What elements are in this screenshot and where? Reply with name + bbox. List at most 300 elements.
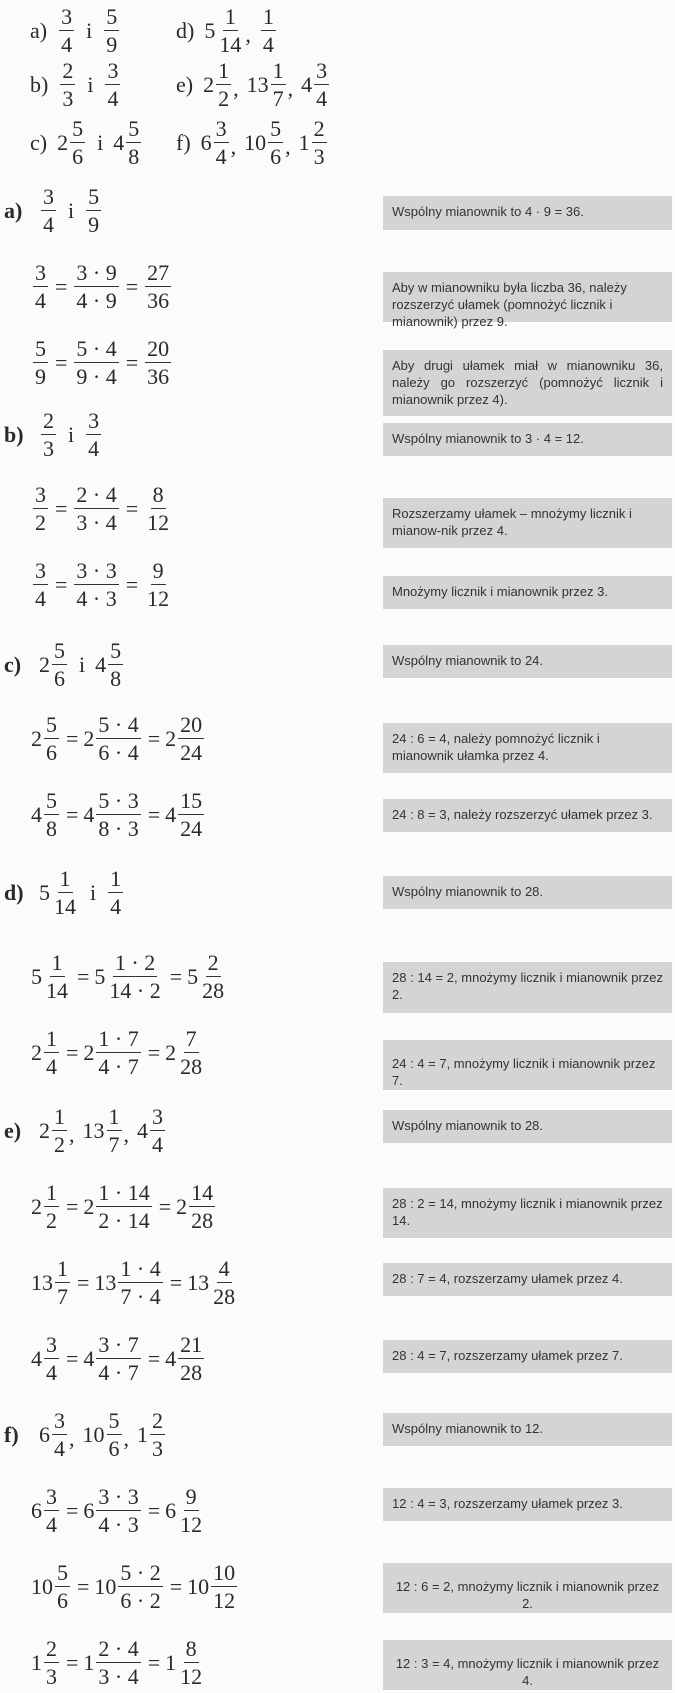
whole-part: 2 [165,726,177,751]
fraction [108,640,123,690]
equation [31,714,206,764]
denominator: 4 [61,32,73,57]
fraction [44,1182,59,1232]
explanation-box: Wspólny mianownik to 3 · 4 = 12. [383,423,672,456]
fraction [118,1258,162,1308]
equals-sign: = [125,496,139,521]
denominator: 6 [270,144,282,169]
conjunction: i [68,198,75,223]
explanation-box: 24 : 8 = 3, należy rozszerzyć ułamek przez 3. [383,799,672,832]
numerator: 3 [43,184,54,209]
fraction [55,1562,70,1612]
conjunction: i [68,422,75,447]
denominator: 6 [46,740,57,765]
equation [31,1182,217,1232]
numerator: 20 [180,712,203,737]
numerator: 21 [180,1332,203,1357]
numerator: 3 [35,260,46,285]
numerator: 5 [46,712,57,737]
denominator: 8 [46,816,57,841]
numerator: 3 [46,1332,57,1357]
numerator: 14 [191,1180,214,1205]
solution-label: d) [4,880,24,905]
denominator: 3 · 4 [76,510,117,535]
task-label: e) [176,72,194,97]
whole-part: 5 [94,964,106,989]
numerator: 1 · 7 [98,1026,139,1051]
explanation-box: Wspólny mianownik to 24. [383,645,672,678]
fraction [33,338,48,388]
fraction [33,262,48,312]
whole-part: 2 [203,72,215,97]
whole-part: 2 [83,1040,95,1065]
equation [31,484,173,534]
equals-sign: = [147,1040,161,1065]
whole-part: 13 [246,72,269,97]
equals-sign: = [66,1194,79,1219]
denominator: 7 · 4 [120,1284,161,1309]
task-f [176,118,329,168]
equals-sign: = [147,1346,161,1371]
explanation-box: Wspólny mianownik to 28. [383,1110,672,1143]
denominator: 28 [213,1284,236,1309]
numerator: 1 [110,866,122,891]
equals-sign: = [169,964,183,989]
fraction [60,60,75,110]
fraction [44,1334,59,1384]
numerator: 3 [46,1484,57,1509]
solution-e-heading [4,1106,167,1156]
whole-part: 4 [31,802,42,827]
denominator: 4 [54,1436,65,1461]
numerator: 2 · 4 [76,482,117,507]
equals-sign: = [77,964,90,989]
fraction [271,60,286,110]
equals-sign: = [147,802,161,827]
denominator: 4 [46,1360,57,1385]
denominator: 4 [110,894,122,919]
task-label: a) [30,18,48,43]
fraction [44,714,59,764]
equals-sign: = [169,1270,183,1295]
fraction [150,1410,165,1460]
equals-sign: = [66,802,79,827]
numerator: 3 · 9 [76,260,117,285]
denominator: 14 [54,894,76,919]
task-d [176,6,278,56]
fraction [178,1638,204,1688]
fraction [104,6,119,56]
denominator: 28 [202,978,225,1003]
numerator: 20 [147,336,170,361]
whole-part: 4 [165,1346,177,1371]
numerator: 5 [128,116,140,141]
numerator: 9 [152,558,164,583]
fraction [126,118,141,168]
whole-part: 5 [187,964,199,989]
fraction [86,410,101,460]
comma: , [69,1122,75,1147]
explanation-box: 12 : 6 = 2, mnożymy licznik i mianownik przez 2. [383,1563,672,1613]
whole-part: 4 [301,72,313,97]
explanation-box: 24 : 4 = 7, mnożymy licznik i mianownik przez 7. [383,1040,672,1090]
fraction [261,6,276,56]
denominator: 9 [106,32,118,57]
equals-sign: = [147,1650,161,1675]
denominator: 4 [152,1132,163,1157]
fraction [74,484,118,534]
fraction [189,1182,215,1232]
task-label: f) [176,130,191,155]
denominator: 3 · 4 [98,1664,139,1689]
denominator: 4 · 3 [76,586,117,611]
equals-sign: = [66,726,79,751]
task-c [30,118,143,168]
numerator: 5 [270,116,282,141]
denominator: 2 [54,1132,65,1157]
equals-sign: = [55,496,68,521]
equals-sign: = [125,350,139,375]
solution-label: b) [4,422,24,447]
numerator: 1 · 14 [98,1180,150,1205]
denominator: 4 [88,436,100,461]
whole-part: 13 [187,1270,210,1295]
numerator: 1 · 4 [120,1256,161,1281]
whole-part: 4 [83,802,95,827]
numerator: 1 [57,1256,68,1281]
explanation-box: 28 : 7 = 4, rozszerzamy ułamek przez 4. [383,1263,672,1296]
denominator: 28 [191,1208,214,1233]
solution-a-heading [4,186,103,236]
whole-part: 4 [137,1118,148,1143]
fraction [145,338,171,388]
fraction [41,186,56,236]
fraction [108,868,123,918]
solution-d-heading [4,868,125,918]
explanation-box: Wspólny mianownik to 28. [383,876,672,909]
fraction [178,1334,204,1384]
fraction [44,1486,59,1536]
fraction [118,1562,162,1612]
equation [31,1562,239,1612]
fraction [59,6,74,56]
fraction [145,484,171,534]
whole-part: 6 [31,1498,42,1523]
explanation-box: Wspólny mianownik to 12. [383,1413,672,1446]
task-label: d) [176,18,195,43]
explanation-box: Mnożymy licznik i mianownik przez 3. [383,576,672,609]
fraction [178,790,204,840]
fraction [200,952,226,1002]
fraction [96,714,140,764]
whole-part: 10 [94,1574,117,1599]
denominator: 4 [215,144,227,169]
numerator: 3 [35,482,46,507]
whole-part: 4 [31,1346,42,1371]
equals-sign: = [125,274,139,299]
fraction [107,1410,122,1460]
conjunction: i [79,652,86,677]
comma: , [123,1426,129,1451]
task-label: b) [30,72,49,97]
numerator: 1 [272,58,284,83]
numerator: 5 [106,4,118,29]
denominator: 4 [43,212,54,237]
numerator: 8 [152,482,164,507]
numerator: 1 [218,58,230,83]
explanation-box: Aby w mianowniku była liczba 36, należy rozszerzyć ułamek (pomnożyć licznik i mianownik) przez 9. [383,272,672,322]
whole-part: 2 [39,1118,50,1143]
solution-label: f) [4,1422,19,1447]
numerator: 5 [108,1408,120,1433]
numerator: 15 [180,788,203,813]
fraction [52,1106,67,1156]
numerator: 27 [147,260,170,285]
fraction [44,1638,59,1688]
fraction [44,790,59,840]
whole-part: 1 [137,1422,148,1447]
whole-part: 5 [31,964,42,989]
denominator: 4 [107,86,119,111]
whole-part: 5 [204,18,216,43]
equation [31,262,173,312]
equals-sign: = [55,572,68,597]
fraction [96,790,140,840]
equals-sign: = [77,1574,90,1599]
comma: , [123,1122,129,1147]
fraction [178,1486,204,1536]
fraction [96,1486,140,1536]
equals-sign: = [125,572,139,597]
fraction [216,60,231,110]
denominator: 12 [213,1588,236,1613]
task-a [30,6,121,56]
equals-sign: = [66,1040,79,1065]
numerator: 5 [88,184,100,209]
numerator: 1 [51,950,63,975]
whole-part: 10 [31,1574,53,1599]
whole-part: 6 [165,1498,177,1523]
numerator: 3 · 3 [76,558,117,583]
numerator: 5 · 4 [98,712,139,737]
denominator: 2 [218,86,230,111]
denominator: 4 [35,586,46,611]
numerator: 5 [72,116,84,141]
numerator: 5 [110,638,122,663]
fraction [107,952,162,1002]
denominator: 12 [180,1664,203,1689]
whole-part: 5 [39,880,50,905]
numerator: 2 [207,950,219,975]
equals-sign: = [55,350,68,375]
numerator: 2 [152,1408,163,1433]
numerator: 3 [152,1104,163,1129]
equals-sign: = [55,274,68,299]
fraction [33,484,48,534]
denominator: 4 · 7 [98,1054,139,1079]
numerator: 1 · 2 [114,950,156,975]
denominator: 24 [180,740,203,765]
equation [31,1258,239,1308]
denominator: 36 [147,364,170,389]
equation [31,1638,206,1688]
denominator: 9 [35,364,46,389]
denominator: 4 · 7 [98,1360,139,1385]
numerator: 5 [54,638,65,663]
numerator: 10 [213,1560,236,1585]
numerator: 4 [218,1256,230,1281]
denominator: 6 [54,666,65,691]
denominator: 8 · 3 [98,816,139,841]
fraction [44,952,70,1002]
denominator: 36 [147,288,170,313]
equals-sign: = [66,1498,79,1523]
task-e [176,60,331,110]
denominator: 14 · 2 [109,978,161,1003]
fraction [96,1028,140,1078]
fraction [96,1334,140,1384]
numerator: 1 [54,1104,65,1129]
fraction [150,1106,165,1156]
numerator: 3 [61,4,73,29]
fraction [41,410,56,460]
equation [31,338,173,388]
explanation-box: Aby drugi ułamek miał w mianowniku 36, należy go rozszerzyć (pomnożyć licznik i mianownik przez 4). [383,350,672,416]
denominator: 6 [72,144,84,169]
denominator: 14 [46,978,68,1003]
explanation-box: 12 : 4 = 3, rozszerzamy ułamek przez 3. [383,1488,672,1521]
numerator: 1 [59,866,71,891]
denominator: 3 [313,144,325,169]
numerator: 5 · 4 [76,336,117,361]
numerator: 5 [57,1560,68,1585]
denominator: 7 [272,86,284,111]
denominator: 2 · 14 [98,1208,150,1233]
fraction [211,1562,237,1612]
denominator: 12 [180,1512,203,1537]
denominator: 28 [180,1054,203,1079]
fraction [178,1028,204,1078]
denominator: 12 [147,510,170,535]
whole-part: 6 [83,1498,95,1523]
denominator: 12 [147,586,170,611]
comma: , [285,134,291,159]
denominator: 4 [46,1054,57,1079]
denominator: 14 [219,32,242,57]
numerator: 5 · 2 [120,1560,161,1585]
equals-sign: = [169,1574,183,1599]
numerator: 9 [185,1484,197,1509]
whole-part: 13 [82,1118,105,1143]
fraction [74,262,118,312]
whole-part: 4 [83,1346,95,1371]
numerator: 2 [43,408,54,433]
numerator: 2 · 4 [98,1636,139,1661]
whole-part: 2 [31,726,42,751]
comma: , [233,76,239,101]
equals-sign: = [77,1270,90,1295]
numerator: 3 [54,1408,65,1433]
fraction [74,560,118,610]
comma: , [245,22,251,47]
fraction [74,338,118,388]
fraction [214,118,229,168]
whole-part: 10 [187,1574,210,1599]
denominator: 28 [180,1360,203,1385]
numerator: 8 [185,1636,197,1661]
explanation-box: 12 : 3 = 4, mnożymy licznik i mianownik przez 4. [383,1640,672,1690]
fraction [145,262,171,312]
explanation-box: 28 : 4 = 7, rozszerzamy ułamek przez 7. [383,1340,672,1373]
equation [31,1028,206,1078]
fraction [211,1258,237,1308]
fraction [52,1410,67,1460]
explanation-box: 28 : 14 = 2, mnożymy licznik i mianownik przez 2. [383,962,672,1013]
denominator: 8 [110,666,122,691]
solution-label: a) [4,198,23,223]
fraction [312,118,327,168]
fraction [33,560,48,610]
conjunction: i [87,72,94,97]
fraction [70,118,85,168]
denominator: 4 [35,288,46,313]
equals-sign: = [147,726,161,751]
equation [31,1334,206,1384]
whole-part: 2 [31,1194,42,1219]
task-label: c) [30,130,48,155]
equals-sign: = [66,1346,79,1371]
whole-part: 13 [94,1270,117,1295]
numerator: 1 [262,4,274,29]
equation [31,790,206,840]
numerator: 3 [215,116,227,141]
numerator: 2 [46,1636,57,1661]
numerator: 2 [62,58,74,83]
solution-b-heading [4,410,103,460]
whole-part: 2 [176,1194,188,1219]
denominator: 7 [57,1284,68,1309]
numerator: 5 [46,788,57,813]
whole-part: 1 [31,1650,42,1675]
denominator: 9 · 4 [76,364,117,389]
whole-part: 2 [57,130,69,155]
fraction [96,1182,151,1232]
denominator: 4 [262,32,274,57]
explanation-box: 28 : 2 = 14, mnożymy licznik i mianownik przez 14. [383,1188,672,1238]
solution-label: c) [4,652,22,677]
whole-part: 13 [31,1270,53,1295]
numerator: 3 · 3 [98,1484,139,1509]
denominator: 2 [46,1208,57,1233]
conjunction: i [90,880,97,905]
denominator: 4 [316,86,328,111]
denominator: 24 [180,816,203,841]
fraction [314,60,329,110]
explanation-box: Wspólny mianownik to 4 · 9 = 36. [383,196,672,230]
fraction [44,1028,59,1078]
denominator: 4 [46,1512,57,1537]
whole-part: 6 [39,1422,50,1447]
numerator: 2 [313,116,325,141]
denominator: 2 [35,510,46,535]
explanation-box: 24 : 6 = 4, należy pomnożyć licznik i mianownik ułamka przez 4. [383,723,672,773]
numerator: 1 [224,4,236,29]
denominator: 3 [62,86,74,111]
fraction [178,714,204,764]
numerator: 7 [185,1026,197,1051]
numerator: 3 [88,408,100,433]
whole-part: 4 [165,802,177,827]
